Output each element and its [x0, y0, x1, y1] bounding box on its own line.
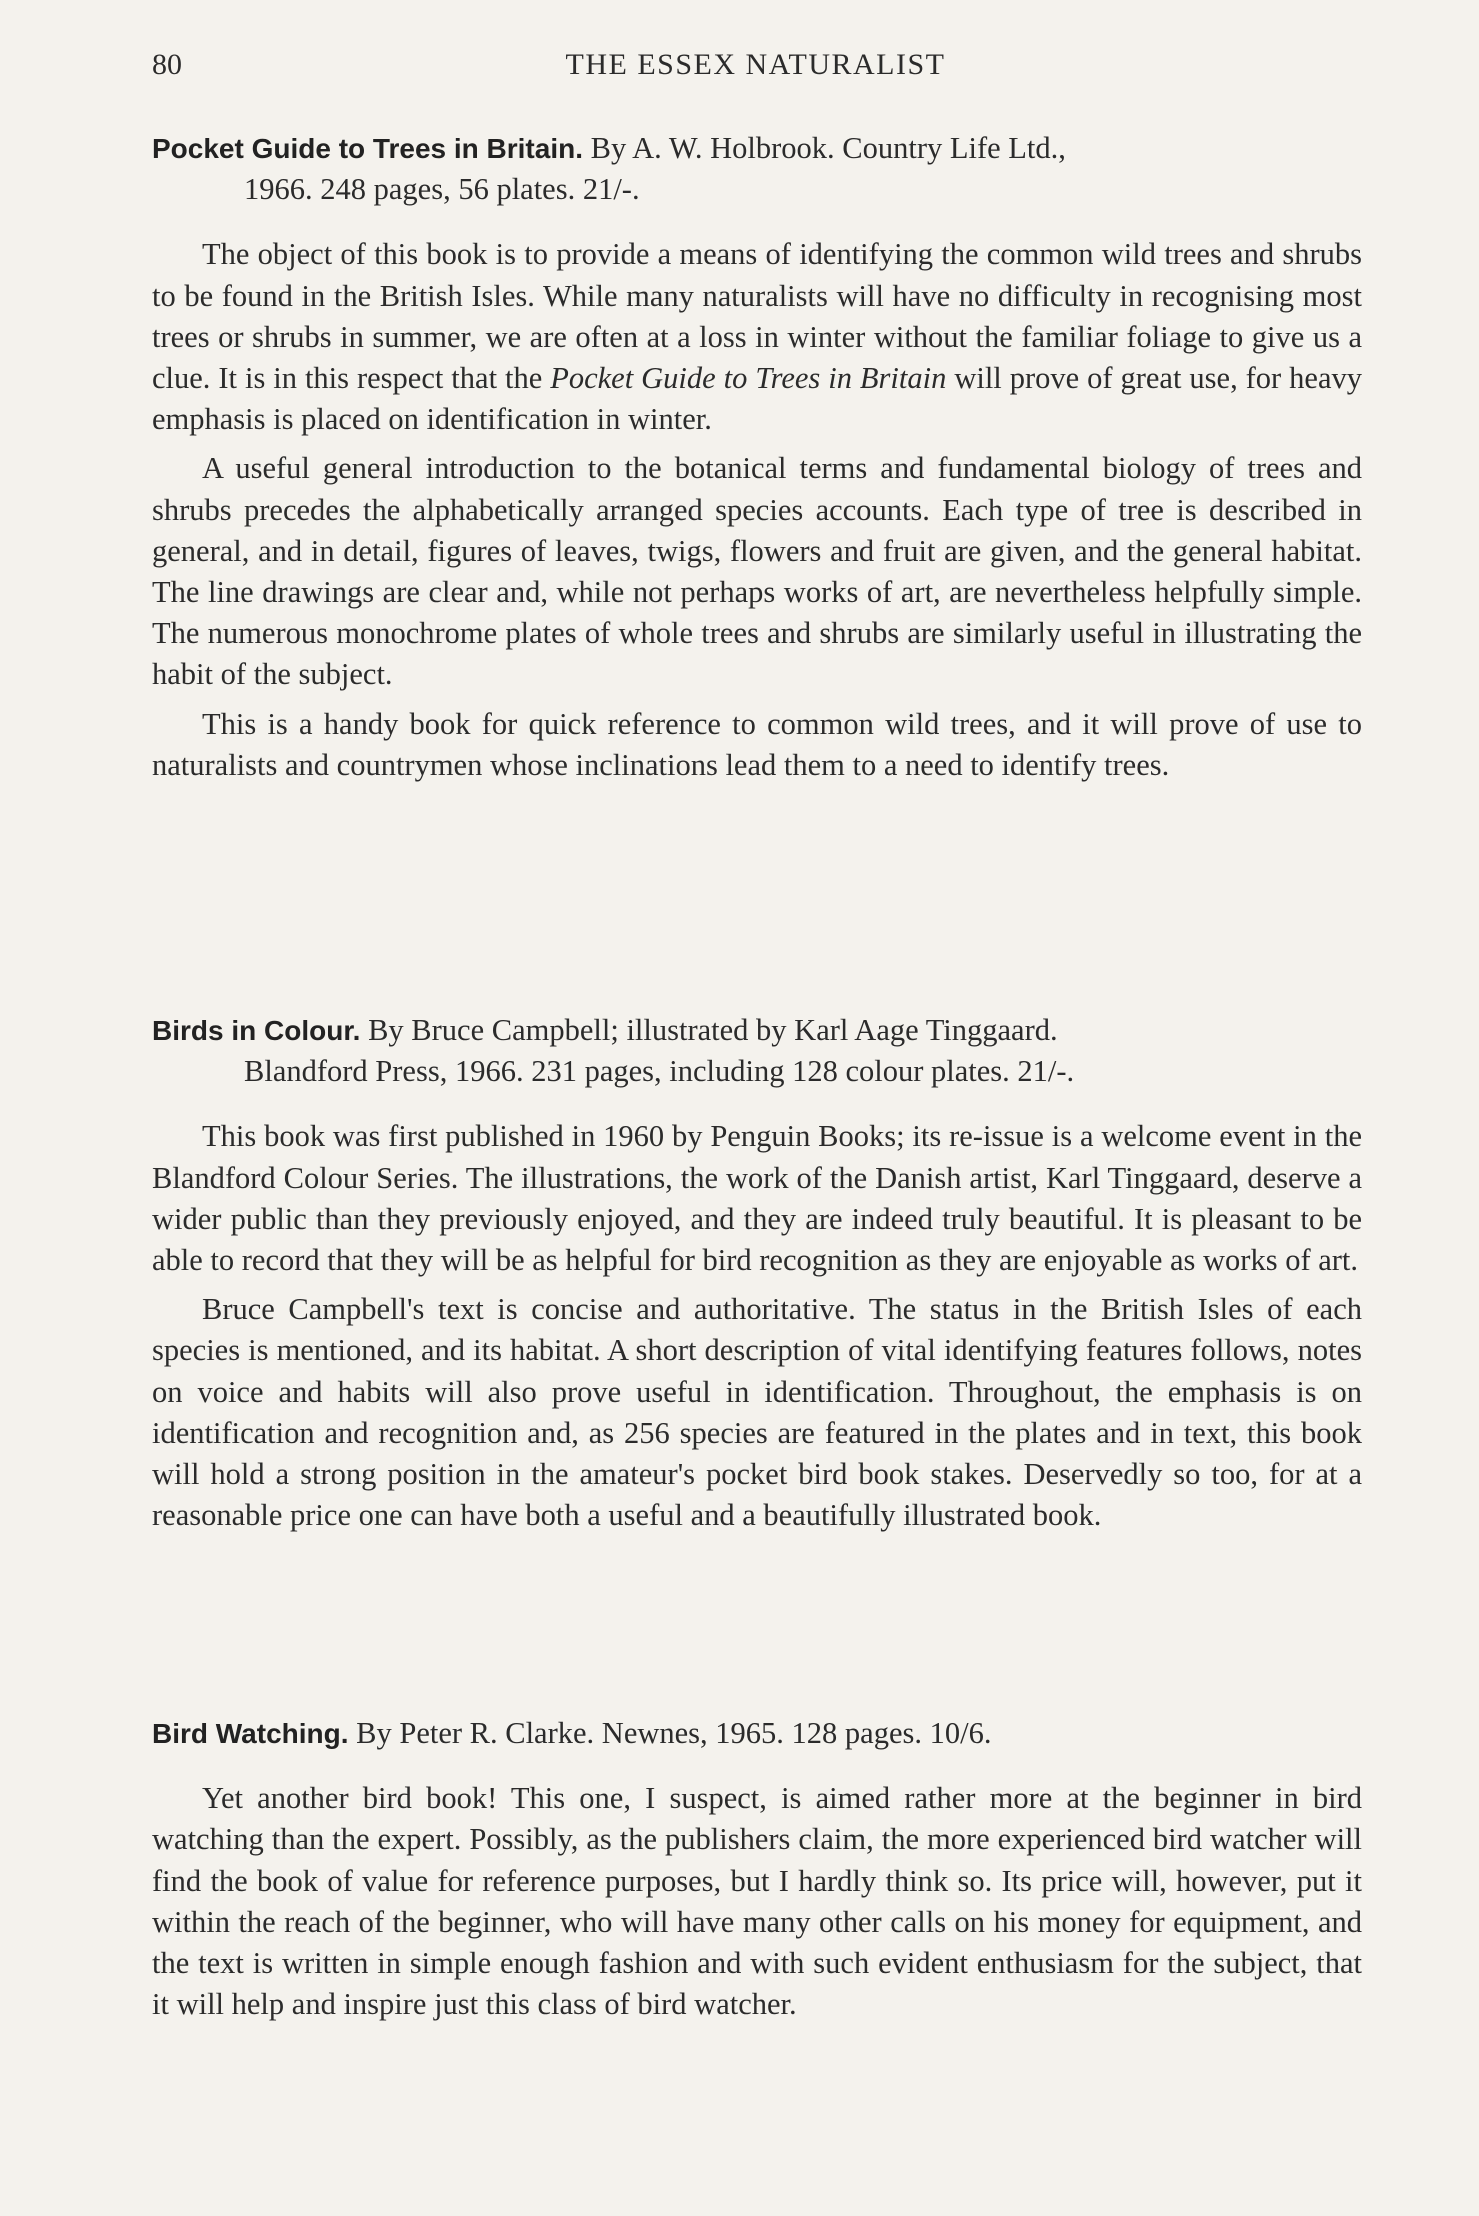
review-body: [152, 1116, 1362, 1536]
book-title: Birds in Colour.: [152, 1015, 361, 1046]
review-paragraph: Yet another bird book! This one, I suspect, is aimed rather more at the beginner in bird watching than the expert. Possibly, as the publishers claim, the more experienced bird watcher will find the book of value for reference purposes, but I hardly think so. Its price will, however, put it within the reach of the beginner, who will have many other calls on his money for equipment, and the text is written in simple enough fashion and with such evident enthusiasm for the subject, that it will help and inspire just this class of bird watcher.: [152, 1781, 1362, 2022]
citation-text: By Peter R. Clarke. Newnes, 1965. 128 pages. 10/6.: [356, 1716, 992, 1750]
book-title: Bird Watching.: [152, 1718, 349, 1749]
running-title: THE ESSEX NATURALIST: [565, 48, 946, 81]
page-number: 80: [152, 48, 182, 81]
review-paragraph: A useful general introduction to the botanical terms and fundamental biology of trees and shrubs precedes the alphabetically arranged species accounts. Each type of tree is described in general, and in detail, figures of leaves, twigs, flowers and fruit are given, and the general habitat. The line drawings are clear and, while not perhaps works of art, are nevertheless helpfully simple. The numerous monochrome plates of whole trees and shrubs are similarly useful in illustrating the habit of the subject.: [152, 451, 1362, 692]
book-title: Pocket Guide to Trees in Britain.: [152, 133, 583, 164]
citation-text-line2: 1966. 248 pages, 56 plates. 21/-.: [244, 172, 640, 207]
paragraph-text: will prove of great use, for heavy emphasis is placed on identification in winter.: [152, 361, 1362, 437]
review-paragraph: This is a handy book for quick reference to common wild trees, and it will prove of use to naturalists and countrymen whose inclinations lead them to a need to identify trees.: [152, 706, 1362, 782]
citation-text: By A. W. Holbrook. Country Life Ltd.,: [590, 131, 1066, 165]
review-birds-in-colour: [152, 1010, 1362, 1536]
page-header: [152, 48, 1359, 92]
review-citation: [152, 128, 1362, 210]
review-pocket-guide-trees: [152, 128, 1362, 786]
review-citation: [152, 1010, 1362, 1092]
review-bird-watching: [152, 1713, 1362, 2025]
review-body: [152, 234, 1362, 786]
review-paragraph: [152, 234, 1362, 440]
citation-text-line2: Blandford Press, 1966. 231 pages, including 128 colour plates. 21/-.: [244, 1054, 1075, 1089]
paragraph-text: The object of this book is to provide a means of identifying the common wild trees and shrubs to be found in the British Isles. While many naturalists will have no difficulty in recognising most trees or shrubs in summer, we are often at a loss in winter without the familiar foliage to give us a clue. It is in this respect that the: [152, 237, 1362, 396]
review-paragraph: Bruce Campbell's text is concise and authoritative. The status in the British Isles of each species is mentioned, and its habitat. A short description of vital identifying features follows, notes on voice and habits will also prove useful in identification. Throughout, the emphasis is on identification and recognition and, as 256 species are featured in the plates and in text, this book will hold a strong position in the amateur's pocket bird book stakes. Deservedly so too, for at a reasonable price one can have both a useful and a beautifully illustrated book.: [152, 1292, 1362, 1533]
italic-book-title: Pocket Guide to Trees in Britain: [550, 361, 947, 396]
review-citation: [152, 1713, 1362, 1754]
citation-text: By Bruce Campbell; illustrated by Karl Aage Tinggaard.: [368, 1013, 1058, 1047]
review-paragraph: This book was first published in 1960 by Penguin Books; its re-issue is a welcome event in the Blandford Colour Series. The illustrations, the work of the Danish artist, Karl Tinggaard, deserve a wider public than they previously enjoyed, and they are indeed truly beautiful. It is pleasant to be able to record that they will be as helpful for bird recognition as they are enjoyable as works of art.: [152, 1119, 1362, 1278]
review-body: [152, 1778, 1362, 2025]
